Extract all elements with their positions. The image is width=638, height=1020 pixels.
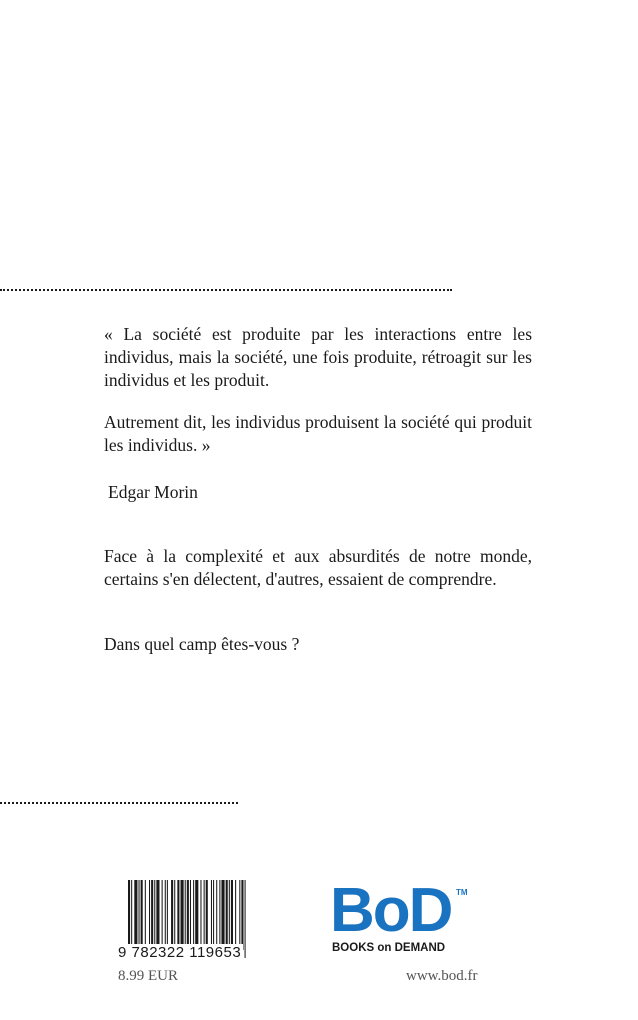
barcode-bar [151,880,153,950]
barcode-bar [190,880,191,950]
barcode-bar [245,880,246,958]
blurb-paragraph-1: Face à la complexité et aux absurdités de notre monde, certains s'en délectent, d'autres, essaient de comprendre. [104,546,532,589]
barcode-bar [204,880,205,950]
barcode-bar [213,880,214,950]
bod-logo [330,876,470,962]
barcode-bar [195,880,198,950]
barcode-bar [231,880,233,950]
barcode-bar [193,880,194,950]
isbn-digits: 9 782322 119653 [118,944,242,961]
blurb-paragraph-2: Dans quel camp êtes-vous ? [104,634,300,654]
barcode-bar [171,880,173,950]
barcode-bar [162,880,163,950]
barcode-bar [185,880,186,950]
barcode-bar [177,880,179,950]
barcode-bar [221,880,224,950]
barcode-bar [141,880,143,950]
barcode-bar [174,880,175,950]
barcode-bar [167,880,168,950]
barcode-bar [134,880,137,950]
quote-paragraph-1: « La société est produite par les interactions entre les individus, mais la société, une fois produite, rétroagit sur les individus et les produit. [104,324,532,390]
barcode-bar [165,880,166,950]
barcode-bar [206,880,208,950]
barcode-bar [229,880,230,950]
barcode-bar [219,880,220,950]
trademark-mark: TM [456,888,468,897]
bod-tagline: BOOKS on DEMAND [332,942,446,954]
barcode-bar [226,880,228,950]
quote-author: Edgar Morin [108,482,198,502]
barcode-bar [239,880,240,950]
barcode-bar [139,880,140,950]
barcode-bar [235,880,236,950]
barcode-bar [181,880,184,950]
barcode-bar [156,880,159,950]
barcode-bar [200,880,201,950]
dotted-divider-top [0,289,452,291]
barcode-bar [145,880,146,950]
bod-wordmark: BoD [330,876,452,945]
barcode-bar [154,880,155,950]
barcode-bar [211,880,212,950]
barcode-bar [149,880,150,950]
quote-paragraph-2: Autrement dit, les individus produisent la société qui produit les individus. » [104,412,532,455]
dotted-divider-bottom [0,802,238,804]
barcode-bar [216,880,217,950]
publisher-website: www.bod.fr [406,968,478,984]
barcode-bar [241,880,243,950]
price-label: 8.99 EUR [118,968,178,984]
